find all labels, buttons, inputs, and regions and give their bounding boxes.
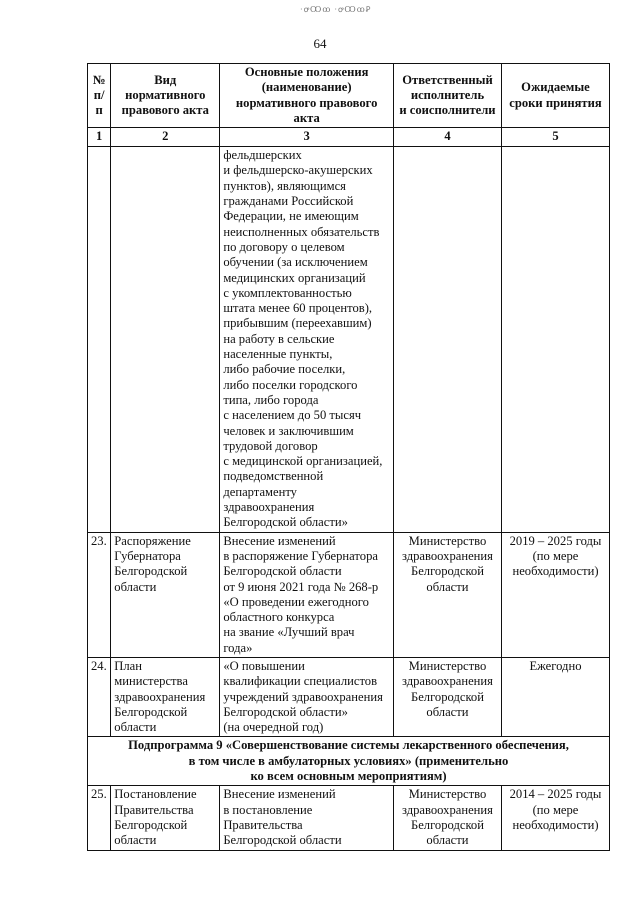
header-responsible: Ответственный исполнитель и соисполнители: [393, 64, 501, 128]
column-number: 4: [393, 128, 501, 147]
cell-responsible: [393, 147, 501, 532]
cell-number: 24.: [88, 657, 111, 736]
header-main-provisions: Основные положения (наименование) нормативного правового акта: [220, 64, 394, 128]
header-deadline: Ожидаемые сроки принятия: [501, 64, 609, 128]
cell-act-type: Постановление Правительства Белгородской области: [111, 786, 220, 850]
cell-act-type: Распоряжение Губернатора Белгородской области: [111, 532, 220, 657]
header-number: № п/п: [88, 64, 111, 128]
cell-number: 25.: [88, 786, 111, 850]
cell-responsible: Министерство здравоохранения Белгородской области: [393, 532, 501, 657]
cell-responsible: Министерство здравоохранения Белгородской области: [393, 657, 501, 736]
table-row: [88, 786, 610, 850]
cell-content: Внесение изменений в постановление Правительства Белгородской области: [220, 786, 394, 850]
scan-artifact: ·ꝍꝎꝏ ·ꝍꝎꝏꝐ: [300, 5, 372, 14]
column-number-row: [88, 128, 610, 147]
table-row-continuation: [88, 147, 610, 532]
cell-number: [88, 147, 111, 532]
cell-deadline: 2019 – 2025 годы (по мере необходимости): [501, 532, 609, 657]
table-row: [88, 532, 610, 657]
regulatory-acts-table: [87, 63, 610, 851]
cell-act-type: План министерства здравоохранения Белгородской области: [111, 657, 220, 736]
cell-deadline: Ежегодно: [501, 657, 609, 736]
table-header-row: [88, 64, 610, 128]
cell-content: «О повышении квалификации специалистов учреждений здравоохранения Белгородской области» (на очередной год): [220, 657, 394, 736]
cell-number: 23.: [88, 532, 111, 657]
header-act-type: Вид нормативного правового акта: [111, 64, 220, 128]
subprogram-row: [88, 737, 610, 786]
cell-act-type: [111, 147, 220, 532]
cell-deadline: [501, 147, 609, 532]
page-number: 64: [313, 36, 327, 51]
column-number: 1: [88, 128, 111, 147]
cell-deadline: 2014 – 2025 годы (по мере необходимости): [501, 786, 609, 850]
subprogram-title: Подпрограмма 9 «Совершенствование системы лекарственного обеспечения, в том числе в амбулаторных условиях» (применительно ко всем основным мероприятиям): [88, 737, 610, 786]
cell-content: Внесение изменений в распоряжение Губернатора Белгородской области от 9 июня 2021 года № 268-р «О проведении ежегодного областного конкурса на звание «Лучший врач года»: [220, 532, 394, 657]
column-number: 2: [111, 128, 220, 147]
column-number: 3: [220, 128, 394, 147]
cell-responsible: Министерство здравоохранения Белгородской области: [393, 786, 501, 850]
column-number: 5: [501, 128, 609, 147]
table-row: [88, 657, 610, 736]
cell-content: фельдшерских и фельдшерско-акушерских пунктов), являющимся гражданами Российской Федерации, не имеющим неисполненных обязательств по договору о целевом обучении (за исключением медицинских организаций с укомплектованностью штата менее 60 процентов), прибывшим (переехавшим) на работу в сельские населенные пункты, либо рабочие поселки, либо поселки городского типа, либо города с населением до 50 тысяч человек и заключившим трудовой договор с медицинской организацией, подведомственной департаменту здравоохранения Белгородской области»: [220, 147, 394, 532]
